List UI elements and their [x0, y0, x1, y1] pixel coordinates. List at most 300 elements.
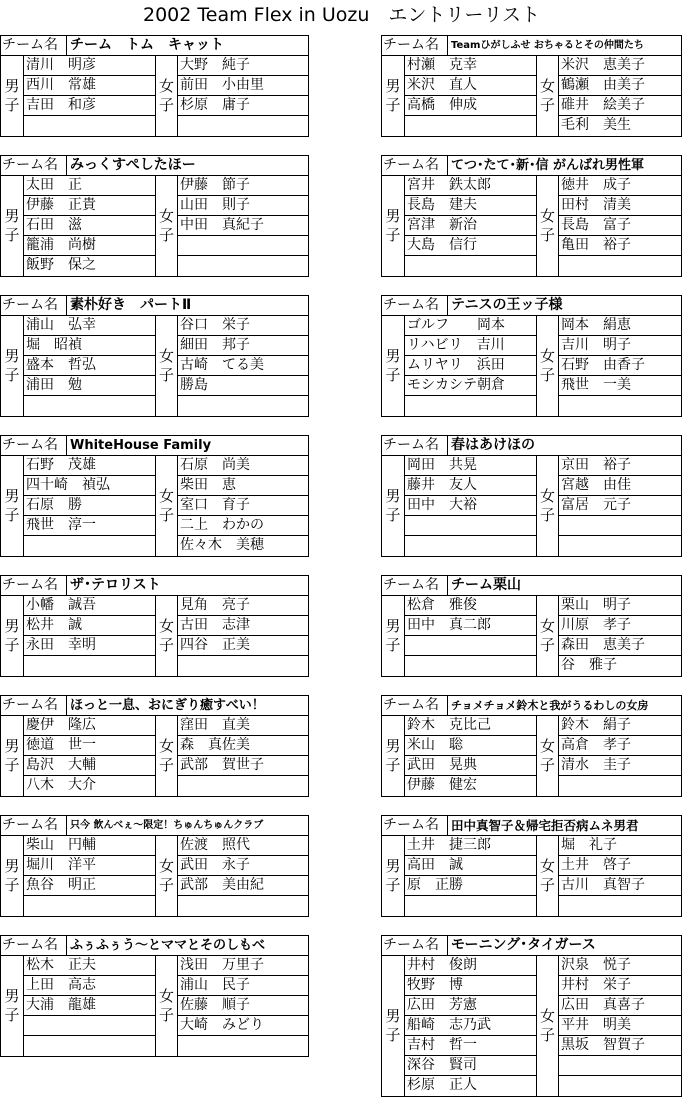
boys-label-char: 男 — [4, 737, 20, 755]
team-header — [1, 36, 308, 56]
boy-member: 堀 昭禎 — [24, 336, 155, 356]
girls-column — [559, 316, 681, 416]
girls-label-char: 女 — [158, 737, 174, 755]
boys-label — [382, 316, 405, 416]
boys-column — [24, 176, 155, 276]
team-block — [381, 35, 682, 137]
boy-member: 太田 正 — [24, 176, 155, 196]
boys-column — [405, 176, 536, 276]
girl-member — [178, 256, 308, 276]
boys-label — [1, 716, 24, 796]
girl-member: 栗山 明子 — [559, 596, 681, 616]
girl-member: 杉原 庸子 — [178, 96, 308, 116]
boys-label — [382, 716, 405, 796]
girls-column — [178, 716, 308, 796]
girls-label-char: 子 — [539, 96, 555, 114]
boy-member — [24, 536, 155, 556]
girl-member — [559, 256, 681, 276]
boys-label-char: 男 — [385, 737, 401, 755]
girl-member: 富居 元子 — [559, 496, 681, 516]
girls-column — [178, 956, 308, 1056]
boy-member: 飛世 淳一 — [24, 516, 155, 536]
girls-column — [178, 836, 308, 916]
boy-member: 石野 茂雄 — [24, 456, 155, 476]
girls-label-char: 女 — [158, 487, 174, 505]
girls-column — [559, 836, 681, 916]
girl-member: 吉川 明子 — [559, 336, 681, 356]
team-header — [382, 436, 681, 456]
boy-member: 吉田 和彦 — [24, 96, 155, 116]
boy-member: 堀川 洋平 — [24, 856, 155, 876]
boy-member — [405, 396, 536, 416]
boy-member: リハビリ 吉川 — [405, 336, 536, 356]
team-members — [382, 596, 681, 676]
girl-member: 田村 清美 — [559, 196, 681, 216]
team-header — [1, 436, 308, 456]
girls-label — [155, 316, 178, 416]
girls-label-char: 女 — [539, 737, 555, 755]
team-name-label: チーム名 — [1, 576, 67, 595]
girl-member: 細田 邦子 — [178, 336, 308, 356]
boy-member: 四十崎 禎弘 — [24, 476, 155, 496]
girls-label — [155, 596, 178, 676]
girl-member: 武部 美由紀 — [178, 876, 308, 896]
team-name-label: チーム名 — [382, 156, 448, 175]
team-header — [1, 576, 308, 596]
boys-label — [382, 176, 405, 276]
team-members — [382, 956, 681, 1096]
girl-member: 黒坂 智賀子 — [559, 1036, 681, 1056]
girl-member: 石野 由香子 — [559, 356, 681, 376]
boys-column — [24, 716, 155, 796]
team-header — [382, 696, 681, 716]
girl-member: 飛世 一美 — [559, 376, 681, 396]
team-block — [0, 575, 309, 677]
girls-column — [178, 176, 308, 276]
boys-label-char: 男 — [4, 347, 20, 365]
boy-member: 徳道 世一 — [24, 736, 155, 756]
boy-member: 柴山 円輔 — [24, 836, 155, 856]
girls-label-char: 子 — [539, 366, 555, 384]
boy-member: 伊藤 正貴 — [24, 196, 155, 216]
team-name: モーニング･タイガース — [451, 937, 596, 953]
boy-member: 伊藤 健宏 — [407, 777, 477, 793]
girl-member: 石原 尚美 — [178, 456, 308, 476]
boys-label — [1, 836, 24, 916]
boy-member — [405, 256, 536, 276]
girls-label — [536, 316, 559, 416]
boys-label — [1, 956, 24, 1056]
team-name: Teamひがしふせ おちゃるとその仲間たち — [451, 40, 644, 51]
girl-member — [178, 1036, 308, 1056]
girl-member: 碓井 絵美子 — [559, 96, 681, 116]
girl-member: 古川 真智子 — [559, 876, 681, 896]
girls-label-char: 子 — [539, 226, 555, 244]
boy-member — [405, 656, 536, 676]
team-name: ザ･テロリスト — [70, 577, 161, 593]
team-header — [382, 36, 681, 56]
boy-member: 吉村 哲一 — [405, 1036, 536, 1056]
boy-member: 岡田 共晃 — [405, 456, 536, 476]
girl-member — [178, 896, 308, 916]
girl-member: 長島 富子 — [559, 216, 681, 236]
girl-member: 四谷 正美 — [178, 636, 308, 656]
team-name: チーム栗山 — [451, 577, 521, 593]
girls-column — [559, 456, 681, 556]
girls-label-char: 子 — [158, 366, 174, 384]
girl-member: 中田 真紀子 — [178, 216, 308, 236]
girl-member — [178, 776, 308, 796]
boy-member: 松倉 雅俊 — [405, 596, 536, 616]
girl-member: 平井 明美 — [559, 1016, 681, 1036]
girl-member: 谷口 栄子 — [178, 316, 308, 336]
girl-member: 勝島 — [178, 376, 308, 396]
team-block — [0, 935, 309, 1057]
girls-label-char: 子 — [158, 876, 174, 894]
boy-member: 長島 建夫 — [405, 196, 536, 216]
boy-member: 飯野 保之 — [26, 257, 96, 273]
team-name: チョメチョメ鈴木と我がうるわしの女房 — [451, 699, 649, 712]
team-members — [1, 596, 308, 676]
girl-member: 浦山 民子 — [178, 976, 308, 996]
team-block — [0, 435, 309, 557]
team-name-label: チーム名 — [1, 696, 67, 715]
team-block — [381, 155, 682, 277]
boys-label-char: 子 — [385, 636, 401, 654]
team-name: 只今 飲んべぇ～限定！ちゅんちゅんクラブ — [70, 820, 264, 831]
boy-member: 小幡 誠吾 — [24, 596, 155, 616]
boys-label-char: 男 — [385, 857, 401, 875]
girl-member — [178, 116, 308, 136]
page-title: 2002 Team Flex in Uozu エントリーリスト — [142, 4, 541, 26]
boy-member: 深谷 賢司 — [405, 1056, 536, 1076]
team-block — [381, 935, 682, 1097]
boy-member: 村瀬 克幸 — [405, 56, 536, 76]
girl-member: 岡本 絹恵 — [559, 316, 681, 336]
team-name: WhiteHouse Family — [70, 438, 212, 453]
team-name-label: チーム名 — [1, 436, 67, 455]
boys-label-char: 男 — [4, 77, 20, 95]
team-header — [1, 816, 308, 836]
boy-member: 井村 俊朗 — [405, 956, 536, 976]
boy-member — [405, 536, 536, 556]
boys-column — [405, 836, 536, 916]
team-name: ほっと一息、おにぎり癒すべい！ — [70, 698, 265, 713]
boy-member: 魚谷 明正 — [24, 876, 155, 896]
boys-label-char: 男 — [4, 857, 20, 875]
girls-label-char: 女 — [539, 77, 555, 95]
boys-column — [405, 596, 536, 676]
girls-column — [559, 596, 681, 676]
team-block — [0, 815, 309, 917]
girls-label — [155, 176, 178, 276]
girls-label-char: 女 — [539, 347, 555, 365]
girls-label-char: 女 — [158, 77, 174, 95]
team-name-label: チーム名 — [1, 156, 67, 175]
team-name: 春はあけほの — [451, 437, 535, 453]
boy-member: 米沢 直人 — [405, 76, 536, 96]
girls-label-char: 女 — [158, 347, 174, 365]
boys-label-char: 子 — [385, 366, 401, 384]
team-name-label: チーム名 — [1, 816, 67, 835]
girls-label — [155, 56, 178, 136]
girl-member: 井村 栄子 — [559, 976, 681, 996]
girls-label — [536, 176, 559, 276]
team-members — [1, 956, 308, 1056]
boys-column — [405, 956, 536, 1096]
boys-label — [1, 456, 24, 556]
girl-member — [178, 656, 308, 676]
team-header — [1, 936, 308, 956]
girl-member: 鈴木 絹子 — [559, 716, 681, 736]
boy-member: 大島 信行 — [405, 236, 536, 256]
girls-column — [178, 596, 308, 676]
boy-member — [24, 1036, 155, 1056]
boy-member: 武田 晃典 — [405, 756, 536, 776]
girls-label — [536, 56, 559, 136]
boy-member: 高橋 伸成 — [405, 96, 536, 116]
boy-member: モシカシテ朝倉 — [405, 376, 536, 396]
boys-label — [1, 316, 24, 416]
girl-member: 山田 則子 — [178, 196, 308, 216]
girls-label — [155, 956, 178, 1056]
boy-member: 石田 滋 — [24, 216, 155, 236]
girls-label-char: 子 — [158, 506, 174, 524]
team-members — [382, 176, 681, 276]
girls-label-char: 女 — [158, 207, 174, 225]
boys-label-char: 子 — [4, 506, 20, 524]
girl-member: 森 真佐美 — [178, 736, 308, 756]
girl-member — [559, 396, 681, 416]
boys-label-char: 子 — [4, 1006, 20, 1024]
girl-member — [559, 776, 681, 796]
boy-member: 高田 誠 — [405, 856, 536, 876]
boy-member — [24, 1016, 155, 1036]
boy-member — [405, 516, 536, 536]
girl-member: 柴田 恵 — [178, 476, 308, 496]
team-members — [382, 316, 681, 416]
boy-member: 西川 常雄 — [24, 76, 155, 96]
team-name: テニスの王ッ子様 — [451, 297, 563, 313]
boys-column — [24, 456, 155, 556]
boys-column — [24, 836, 155, 916]
team-members — [382, 56, 681, 136]
girls-column — [559, 176, 681, 276]
team-name: てつ･たて･新･信 がんばれ男性軍 — [451, 158, 645, 173]
team-name: チーム トム キャット — [70, 37, 224, 53]
girls-label-char: 子 — [539, 1026, 555, 1044]
team-members — [1, 316, 308, 416]
girl-member: 前田 小由里 — [178, 76, 308, 96]
team-header — [382, 156, 681, 176]
boys-column — [405, 716, 536, 796]
boy-member: 米山 聡 — [405, 736, 536, 756]
girl-member — [559, 1076, 681, 1096]
boys-column — [405, 316, 536, 416]
girls-label — [536, 716, 559, 796]
boy-member: ムリヤリ 浜田 — [405, 356, 536, 376]
girls-label-char: 子 — [539, 756, 555, 774]
boys-label-char: 子 — [385, 756, 401, 774]
boys-label — [382, 836, 405, 916]
girls-label-char: 女 — [158, 617, 174, 635]
boys-label — [382, 596, 405, 676]
girl-member: 鶴瀬 由美子 — [559, 76, 681, 96]
girls-label-char: 女 — [539, 857, 555, 875]
team-name-label: チーム名 — [1, 296, 67, 315]
girls-column — [559, 716, 681, 796]
boys-label-char: 子 — [4, 636, 20, 654]
girl-member: 高倉 孝子 — [559, 736, 681, 756]
boys-label — [1, 56, 24, 136]
boys-label-char: 男 — [385, 207, 401, 225]
team-name: みっくすぺしたほー — [70, 157, 196, 173]
girl-member: 古崎 てる美 — [178, 356, 308, 376]
boy-member: 浦田 勉 — [24, 376, 155, 396]
girls-label-char: 女 — [539, 207, 555, 225]
team-name-label: チーム名 — [382, 436, 448, 455]
girl-member — [559, 536, 681, 556]
boys-label — [1, 176, 24, 276]
boys-label-char: 子 — [385, 96, 401, 114]
boys-label-char: 男 — [385, 347, 401, 365]
girls-label-char: 女 — [539, 1007, 555, 1025]
girl-member: 谷 雅子 — [561, 657, 617, 673]
boy-member: 石原 勝 — [24, 496, 155, 516]
girls-column — [178, 56, 308, 136]
boy-member: 松井 誠 — [24, 616, 155, 636]
boys-label-char: 男 — [385, 1007, 401, 1025]
boys-label-char: 子 — [4, 366, 20, 384]
team-name: 田中真智子＆帰宅拒否病ムネ男君 — [451, 818, 639, 833]
girl-member: 佐々木 美穂 — [180, 537, 264, 553]
team-name-label: チーム名 — [382, 936, 448, 955]
girls-label — [155, 456, 178, 556]
girl-member: 伊藤 節子 — [178, 176, 308, 196]
boy-member: 宮井 鉄太郎 — [405, 176, 536, 196]
boy-member: 原 正勝 — [405, 876, 536, 896]
girl-member: 浅田 万里子 — [178, 956, 308, 976]
girl-member: 二上 わかの — [178, 516, 308, 536]
girl-member: 土井 啓子 — [559, 856, 681, 876]
boys-column — [24, 956, 155, 1056]
boy-member: ゴルフ 岡本 — [405, 316, 536, 336]
team-name-label: チーム名 — [382, 696, 448, 715]
boys-label-char: 子 — [4, 876, 20, 894]
boy-member — [24, 896, 155, 916]
boy-member: 宮津 新治 — [405, 216, 536, 236]
girls-label-char: 女 — [158, 987, 174, 1005]
team-name-label: チーム名 — [1, 36, 67, 55]
boys-label-char: 子 — [4, 756, 20, 774]
boys-label-char: 子 — [385, 1026, 401, 1044]
boy-member — [405, 896, 536, 916]
girl-member: 佐藤 順子 — [178, 996, 308, 1016]
girls-label-char: 女 — [158, 857, 174, 875]
girl-member — [559, 516, 681, 536]
team-members — [1, 56, 308, 136]
team-block — [381, 435, 682, 557]
boys-label-char: 男 — [4, 987, 20, 1005]
girl-member — [559, 1056, 681, 1076]
boy-member: 八木 大介 — [26, 777, 96, 793]
team-header — [382, 936, 681, 956]
girl-member: 沢泉 悦子 — [559, 956, 681, 976]
boys-label-char: 子 — [385, 506, 401, 524]
girls-label — [536, 836, 559, 916]
girls-label — [536, 956, 559, 1096]
girls-label-char: 女 — [539, 617, 555, 635]
girls-label — [155, 836, 178, 916]
team-members — [382, 456, 681, 556]
boy-member: 永田 幸明 — [24, 636, 155, 656]
boys-label — [1, 596, 24, 676]
girls-label — [536, 596, 559, 676]
girls-label-char: 子 — [539, 636, 555, 654]
boys-label-char: 子 — [4, 96, 20, 114]
boy-member — [405, 116, 536, 136]
girls-label-char: 子 — [158, 226, 174, 244]
boys-label-char: 男 — [385, 617, 401, 635]
boy-member: 広田 芳憲 — [405, 996, 536, 1016]
boys-label-char: 子 — [4, 226, 20, 244]
team-name: 素朴好き パートⅡ — [70, 297, 192, 313]
girl-member: 森田 恵美子 — [559, 636, 681, 656]
boy-member: 清川 明彦 — [24, 56, 155, 76]
girl-member: 川原 孝子 — [559, 616, 681, 636]
team-block — [0, 35, 309, 137]
boy-member: 杉原 正人 — [407, 1077, 477, 1093]
girl-member: 堀 礼子 — [559, 836, 681, 856]
girls-label-char: 子 — [539, 506, 555, 524]
boy-member: 牧野 博 — [405, 976, 536, 996]
team-members — [1, 456, 308, 556]
team-name-label: チーム名 — [382, 576, 448, 595]
girl-member: 清水 圭子 — [559, 756, 681, 776]
girl-member: 宮越 由佳 — [559, 476, 681, 496]
boy-member: 土井 捷三郎 — [405, 836, 536, 856]
girls-label-char: 子 — [158, 636, 174, 654]
girl-member: 古田 志津 — [178, 616, 308, 636]
boy-member — [405, 636, 536, 656]
team-name-label: チーム名 — [1, 936, 67, 955]
girl-member: 窪田 直美 — [178, 716, 308, 736]
girls-label-char: 子 — [158, 756, 174, 774]
boy-member: 慶伊 隆広 — [24, 716, 155, 736]
boys-column — [24, 316, 155, 416]
boy-member: 浦山 弘幸 — [24, 316, 155, 336]
girl-member: 佐渡 照代 — [178, 836, 308, 856]
girls-label-char: 女 — [539, 487, 555, 505]
girl-member: 亀田 裕子 — [559, 236, 681, 256]
boy-member: 田中 真二郎 — [405, 616, 536, 636]
boy-member: 鈴木 克比己 — [405, 716, 536, 736]
boys-label — [382, 56, 405, 136]
boy-member: 籠浦 尚樹 — [24, 236, 155, 256]
team-block — [381, 575, 682, 677]
girls-column — [178, 456, 308, 556]
girl-member: 武部 賀世子 — [178, 756, 308, 776]
boys-label-char: 子 — [385, 876, 401, 894]
girl-member: 米沢 恵美子 — [559, 56, 681, 76]
team-header — [382, 816, 681, 836]
boy-member: 島沢 大輔 — [24, 756, 155, 776]
girls-label — [536, 456, 559, 556]
team-members — [1, 716, 308, 796]
team-header — [1, 696, 308, 716]
girl-member: 京田 裕子 — [559, 456, 681, 476]
boy-member: 盛本 哲弘 — [24, 356, 155, 376]
